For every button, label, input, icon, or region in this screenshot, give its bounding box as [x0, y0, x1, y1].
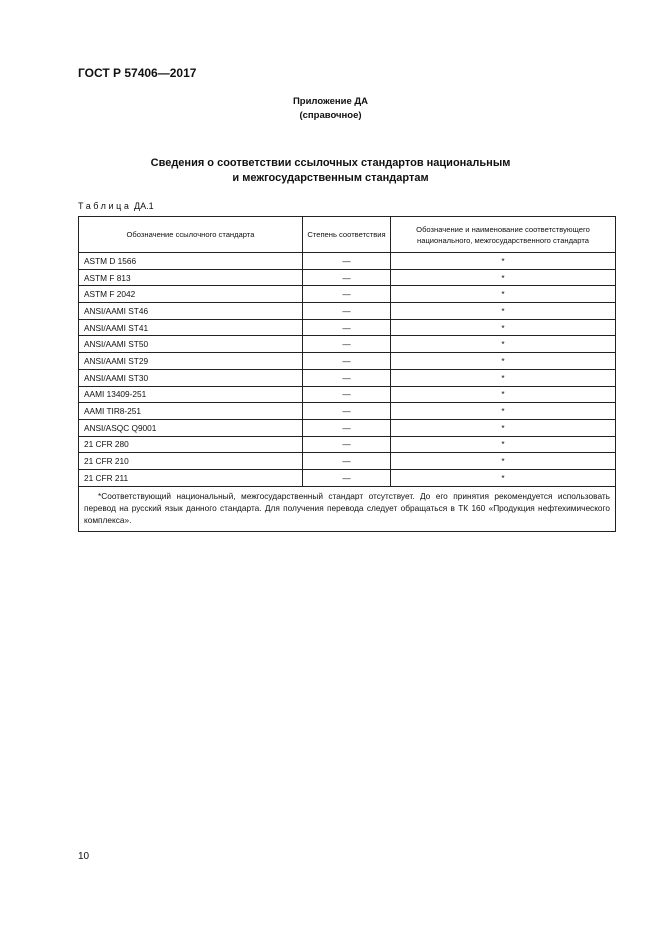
column-header-national: Обозначение и наименование соответствующего национального, межгосударственного стандарта	[391, 217, 616, 253]
standard-cell: ANSI/AAMI ST50	[79, 336, 303, 353]
table-row	[79, 286, 616, 303]
heading-line-1: Сведения о соответствии ссылочных стандартов национальным	[150, 157, 511, 169]
national-standard-cell: *	[391, 369, 616, 386]
table-row	[79, 253, 616, 270]
standard-cell: AAMI 13409-251	[79, 386, 303, 403]
table-row	[79, 386, 616, 403]
table-row	[79, 369, 616, 386]
document-code: ГОСТ Р 57406—2017	[78, 66, 197, 80]
table-header-row	[79, 217, 616, 253]
standard-cell: ASTM F 2042	[79, 286, 303, 303]
national-standard-cell: *	[391, 336, 616, 353]
table-label-id: ДА.1	[134, 201, 154, 211]
table-row	[79, 269, 616, 286]
table-row	[79, 419, 616, 436]
national-standard-cell: *	[391, 286, 616, 303]
degree-cell: —	[303, 469, 391, 486]
column-header-degree: Степень соответствия	[303, 217, 391, 253]
national-standard-cell: *	[391, 269, 616, 286]
degree-cell: —	[303, 253, 391, 270]
standard-cell: 21 CFR 211	[79, 469, 303, 486]
table-row	[79, 469, 616, 486]
degree-cell: —	[303, 353, 391, 370]
standard-cell: ANSI/AAMI ST29	[79, 353, 303, 370]
national-standard-cell: *	[391, 469, 616, 486]
standard-cell: AAMI TIR8-251	[79, 403, 303, 420]
appendix-title: Приложение ДА	[292, 96, 369, 107]
national-standard-cell: *	[391, 319, 616, 336]
degree-cell: —	[303, 303, 391, 320]
degree-cell: —	[303, 319, 391, 336]
degree-cell: —	[303, 419, 391, 436]
column-header-standard: Обозначение ссылочного стандарта	[79, 217, 303, 253]
degree-cell: —	[303, 436, 391, 453]
national-standard-cell: *	[391, 436, 616, 453]
heading-line-2: и межгосударственным стандартам	[232, 172, 429, 184]
national-standard-cell: *	[391, 453, 616, 470]
table-row	[79, 303, 616, 320]
degree-cell: —	[303, 403, 391, 420]
table-label-word: Таблица	[78, 201, 132, 211]
table-row	[79, 453, 616, 470]
national-standard-cell: *	[391, 386, 616, 403]
standard-cell: ANSI/AAMI ST41	[79, 319, 303, 336]
degree-cell: —	[303, 286, 391, 303]
table-row	[79, 403, 616, 420]
standard-cell: 21 CFR 280	[79, 436, 303, 453]
degree-cell: —	[303, 386, 391, 403]
table-footnote: *Соответствующий национальный, межгосударственный стандарт отсутствует. До его принятия рекомендуется использовать перевод на русский язык данного стандарта. Для получения перевода следует обращаться в ТК 160 «Продукция нефтехимического комплекса».	[84, 490, 610, 525]
table-row	[79, 436, 616, 453]
standard-cell: ANSI/ASQC Q9001	[79, 419, 303, 436]
degree-cell: —	[303, 336, 391, 353]
national-standard-cell: *	[391, 403, 616, 420]
table-row	[79, 319, 616, 336]
table-label	[78, 201, 154, 211]
footnote-row	[79, 486, 616, 531]
national-standard-cell: *	[391, 353, 616, 370]
degree-cell: —	[303, 269, 391, 286]
standard-cell: ANSI/AAMI ST46	[79, 303, 303, 320]
table-row	[79, 353, 616, 370]
national-standard-cell: *	[391, 303, 616, 320]
standard-cell: ASTM D 1566	[79, 253, 303, 270]
degree-cell: —	[303, 369, 391, 386]
standard-cell: ANSI/AAMI ST30	[79, 369, 303, 386]
standards-table	[78, 216, 616, 532]
national-standard-cell: *	[391, 419, 616, 436]
standard-cell: 21 CFR 210	[79, 453, 303, 470]
page-number: 10	[78, 851, 90, 862]
standard-cell: ASTM F 813	[79, 269, 303, 286]
section-heading	[0, 156, 661, 186]
appendix-block	[0, 95, 661, 123]
national-standard-cell: *	[391, 253, 616, 270]
degree-cell: —	[303, 453, 391, 470]
table-row	[79, 336, 616, 353]
appendix-type: (справочное)	[299, 110, 362, 121]
